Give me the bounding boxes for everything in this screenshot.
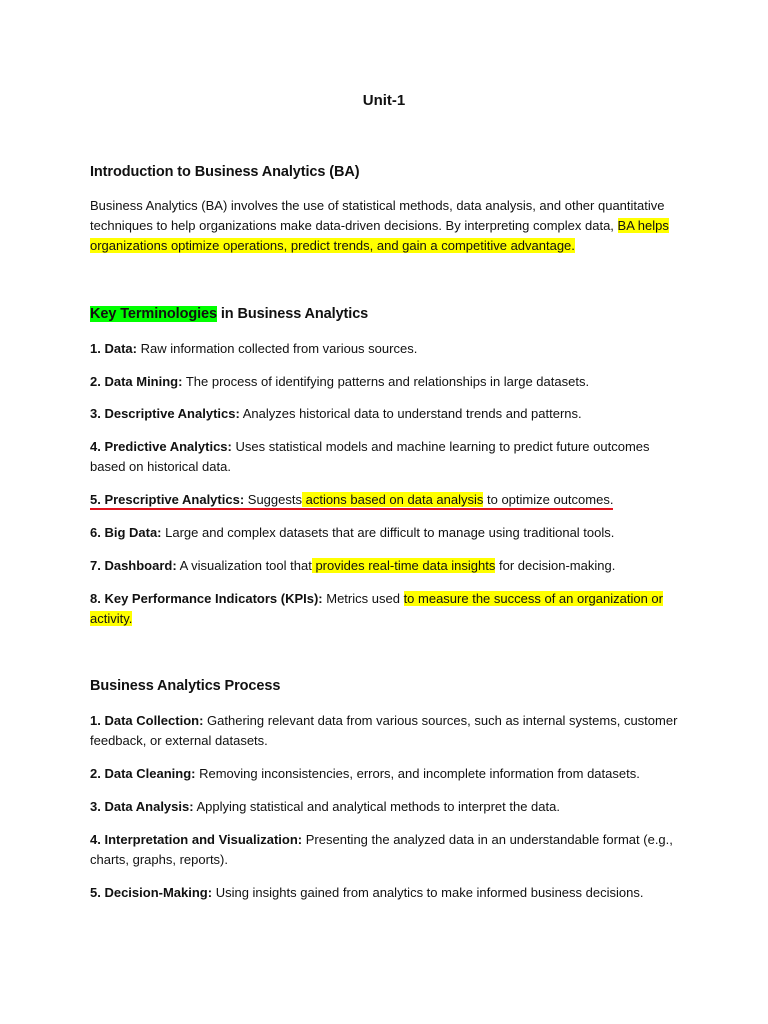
term-lead: 6. Big Data: [90, 525, 162, 540]
term-text: Large and complex datasets that are difficult to manage using traditional tools. [161, 525, 615, 540]
intro-highlight: BA helps organizations optimize operations, predict trends, and gain a competitive advantage. [90, 218, 669, 253]
process-lead: 5. Decision-Making: [90, 885, 213, 900]
terms-heading [90, 306, 690, 322]
red-underline [90, 492, 613, 510]
terms-heading-rest: in Business Analytics [216, 306, 369, 322]
term-text: A visualization tool that [176, 558, 312, 573]
process-lead: 3. Data Analysis: [90, 799, 194, 814]
process-lead: 2. Data Cleaning: [90, 766, 196, 781]
term-text: Raw information collected from various sources. [136, 341, 418, 356]
term-highlight: actions based on data analysis [301, 492, 484, 507]
unit-title: Unit-1 [362, 92, 406, 109]
term-item-prescriptive [90, 490, 680, 510]
process-text: Gathering relevant data from various sources, such as internal systems, customer feedback, or external datasets. [90, 713, 678, 748]
intro-heading: Introduction to Business Analytics (BA) [90, 164, 360, 180]
term-lead: 7. Dashboard: [90, 558, 177, 573]
term-text: for decision-making. [495, 558, 616, 573]
term-text: Uses statistical models and machine learning to predict future outcomes based on historical data. [90, 439, 650, 474]
process-item [90, 883, 680, 903]
process-item [90, 797, 680, 817]
term-text: The process of identifying patterns and relationships in large datasets. [182, 374, 590, 389]
term-item [90, 523, 680, 543]
process-lead: 1. Data Collection: [90, 713, 204, 728]
term-item [90, 404, 680, 424]
process-text: Using insights gained from analytics to make informed business decisions. [212, 885, 644, 900]
process-text: Applying statistical and analytical methods to interpret the data. [193, 799, 560, 814]
process-lead: 4. Interpretation and Visualization: [90, 832, 303, 847]
term-item [90, 589, 680, 629]
term-lead: 4. Predictive Analytics: [90, 439, 232, 454]
term-item [90, 437, 680, 477]
intro-paragraph [90, 196, 680, 256]
term-text: Suggests [244, 492, 302, 507]
term-lead: 1. Data: [90, 341, 137, 356]
process-item [90, 830, 680, 870]
term-lead: 2. Data Mining: [90, 374, 183, 389]
term-highlight: provides real-time data insights [311, 558, 496, 573]
term-text: Metrics used [322, 591, 404, 606]
term-lead: 5. Prescriptive Analytics: [90, 492, 245, 507]
process-item [90, 764, 680, 784]
process-item [90, 711, 680, 751]
term-lead: 8. Key Performance Indicators (KPIs): [90, 591, 323, 606]
intro-text: Business Analytics (BA) involves the use of statistical methods, data analysis, and other quantitative techniques to help organizations make data-driven decisions. By interpreting complex data, [90, 198, 665, 233]
process-text: Removing inconsistencies, errors, and incomplete information from datasets. [195, 766, 640, 781]
term-text: to optimize outcomes. [483, 492, 614, 507]
terms-heading-highlight: Key Terminologies [90, 306, 217, 322]
term-highlight: to measure the success of an organization or activity. [90, 591, 663, 626]
term-lead: 3. Descriptive Analytics: [90, 406, 240, 421]
process-text: Presenting the analyzed data in an understandable format (e.g., charts, graphs, reports). [90, 832, 673, 867]
term-item [90, 372, 680, 392]
term-text: Analyzes historical data to understand trends and patterns. [239, 406, 582, 421]
term-item [90, 339, 680, 359]
term-item [90, 556, 680, 576]
process-heading: Business Analytics Process [90, 678, 281, 694]
